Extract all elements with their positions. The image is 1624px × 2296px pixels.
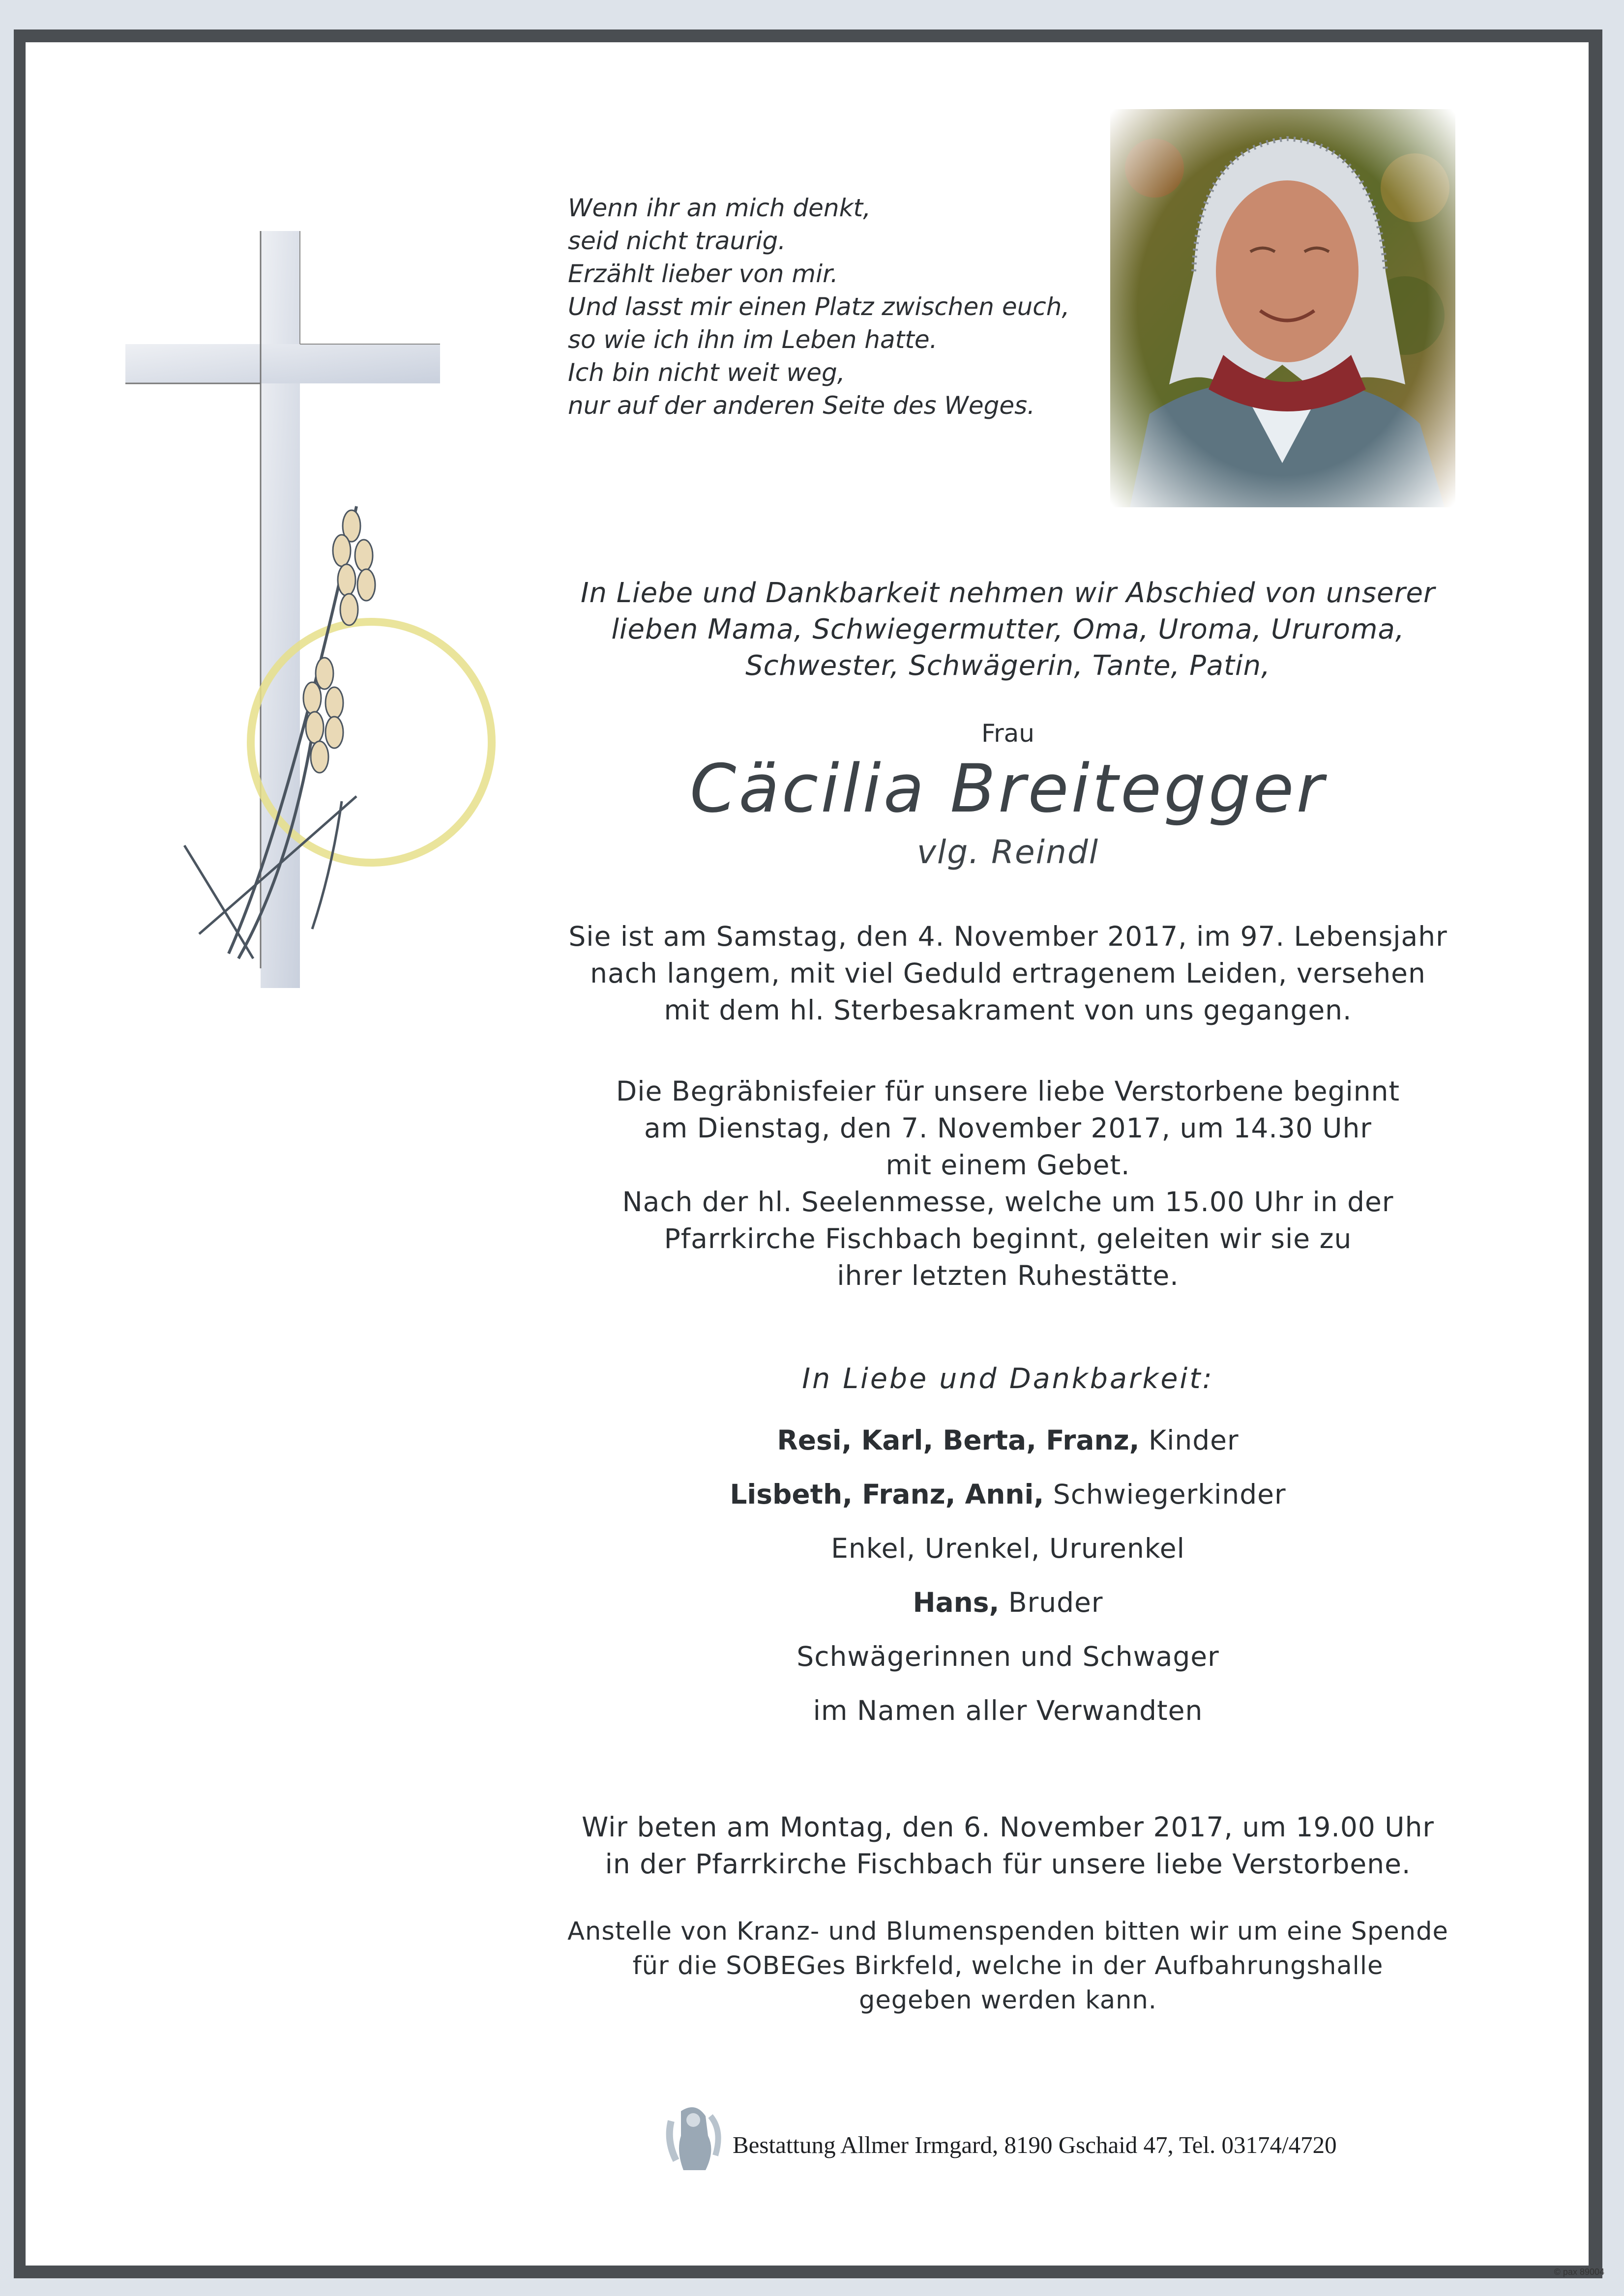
poem-line: Erzählt lieber von mir. xyxy=(568,260,838,288)
funeral-line: am Dienstag, den 7. November 2017, um 14.30 Uhr xyxy=(644,1112,1372,1144)
funeral-home-info: Bestattung Allmer Irmgard, 8190 Gschaid 47, Tel. 03174/4720 xyxy=(733,2131,1337,2158)
poem-line: nur auf der anderen Seite des Weges. xyxy=(568,391,1035,420)
prayer-line: Wir beten am Montag, den 6. November 2017, um 19.00 Uhr xyxy=(581,1811,1435,1843)
mourner-names: Resi, Karl, Berta, Franz, xyxy=(777,1424,1140,1456)
poem-line: Und lasst mir einen Platz zwischen euch, xyxy=(568,292,1070,321)
poem-line: Wenn ihr an mich denkt, xyxy=(568,194,871,222)
mourner-row xyxy=(541,1639,1475,1674)
mourner-relation: Kinder xyxy=(1149,1424,1239,1456)
deceased-name: Cäcilia Breitegger xyxy=(690,750,1326,827)
donation-notice xyxy=(541,1915,1475,2018)
donation-line: gegeben werden kann. xyxy=(859,1986,1157,2015)
death-notice-line: mit dem hl. Sterbesakrament von uns gegangen. xyxy=(664,994,1352,1026)
poem-line: seid nicht traurig. xyxy=(568,227,786,255)
mourner-relation: Bruder xyxy=(1008,1587,1103,1618)
mourner-row xyxy=(541,1531,1475,1566)
poem xyxy=(568,192,1084,422)
funeral-line: ihrer letzten Ruhestätte. xyxy=(837,1260,1179,1291)
funeral-line: Nach der hl. Seelenmesse, welche um 15.00 Uhr in der xyxy=(622,1186,1394,1218)
poem-line: so wie ich ihn im Leben hatte. xyxy=(568,325,938,354)
intro-line: Schwester, Schwägerin, Tante, Patin, xyxy=(745,650,1270,682)
funeral-line: Pfarrkirche Fischbach beginnt, geleiten wir sie zu xyxy=(664,1223,1352,1254)
mourner-row xyxy=(541,1693,1475,1728)
death-notice-line: Sie ist am Samstag, den 4. November 2017, im 97. Lebensjahr xyxy=(568,921,1447,952)
intro-line: In Liebe und Dankbarkeit nehmen wir Abschied von unserer xyxy=(581,577,1435,609)
donation-line: Anstelle von Kranz- und Blumenspenden bitten wir um eine Spende xyxy=(567,1917,1448,1946)
mourner-names: Hans, xyxy=(913,1587,1000,1618)
intro-line: lieben Mama, Schwiegermutter, Oma, Uroma, Ururoma, xyxy=(611,613,1405,645)
mourner-row xyxy=(541,1477,1475,1511)
funeral-line: Die Begräbnisfeier für unsere liebe Verstorbene beginnt xyxy=(616,1075,1400,1107)
copyright-mark: © pax 89004 xyxy=(1554,2267,1604,2277)
mourner-relation: Enkel, Urenkel, Ururenkel xyxy=(831,1533,1185,1564)
mourner-relation: Schwägerinnen und Schwager xyxy=(797,1641,1219,1672)
death-notice xyxy=(541,918,1475,1029)
prayer-notice xyxy=(541,1809,1475,1883)
mourner-row xyxy=(541,1585,1475,1620)
death-notice-line: nach langem, mit viel Geduld ertragenem Leiden, versehen xyxy=(590,958,1426,989)
mourner-relation: Schwiegerkinder xyxy=(1053,1479,1286,1510)
portrait-photo xyxy=(1110,109,1455,507)
intro-text xyxy=(541,575,1475,684)
mourner-names: Lisbeth, Franz, Anni, xyxy=(730,1479,1044,1510)
funeral-details xyxy=(541,1073,1475,1294)
mourner-row xyxy=(541,1423,1475,1457)
mourner-relation: im Namen aller Verwandten xyxy=(813,1695,1203,1726)
prayer-line: in der Pfarrkirche Fischbach für unsere liebe Verstorbene. xyxy=(605,1848,1411,1880)
poem-line: Ich bin nicht weit weg, xyxy=(568,358,845,387)
funeral-line: mit einem Gebet. xyxy=(886,1149,1130,1181)
mourners-heading: In Liebe und Dankbarkeit: xyxy=(802,1363,1214,1395)
deceased-alias: vlg. Reindl xyxy=(916,833,1099,871)
angel-logo-icon xyxy=(661,2101,725,2175)
donation-line: für die SOBEGes Birkfeld, welche in der Aufbahrungshalle xyxy=(632,1951,1384,1980)
funeral-home-footer xyxy=(661,2101,1448,2175)
cross-wheat-illustration xyxy=(125,231,509,988)
deceased-title: Frau xyxy=(981,719,1034,748)
